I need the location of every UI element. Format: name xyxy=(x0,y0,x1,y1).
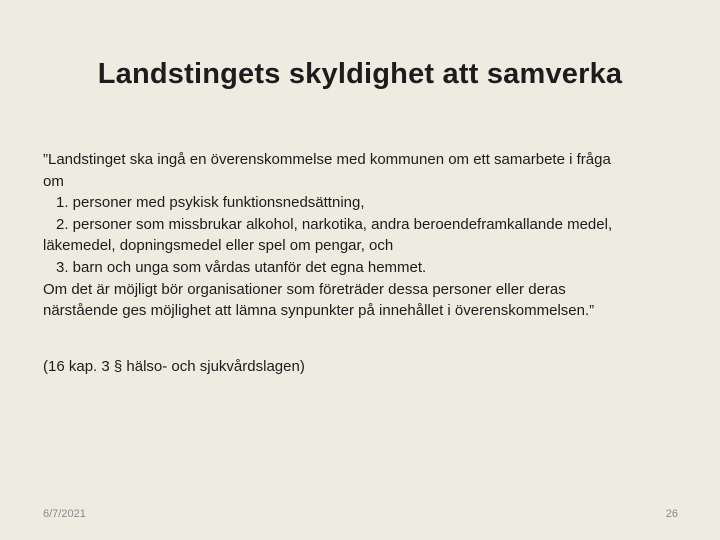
body-line: om xyxy=(43,172,64,190)
list-item-1: 1. personer med psykisk funktionsnedsättning, xyxy=(56,194,365,212)
body-line: läkemedel, dopningsmedel eller spel om pengar, och xyxy=(43,237,394,255)
body-line: ”Landstinget ska ingå en överenskommelse med kommunen om ett samarbete i fråga xyxy=(43,151,611,168)
list-item-3: 3. barn och unga som vårdas utanför det egna hemmet. xyxy=(56,258,427,276)
footer-date: 6/7/2021 xyxy=(43,508,86,520)
slide-title: Landstingets skyldighet att samverka xyxy=(97,58,623,90)
law-citation: (16 kap. 3 § hälso- och sjukvårdslagen) xyxy=(43,358,305,375)
quote-body xyxy=(43,149,683,322)
body-line: närstående ges möjlighet att lämna synpunkter på innehållet i överenskommelsen.” xyxy=(43,302,595,320)
page-number: 26 xyxy=(665,508,678,520)
body-line: Om det är möjligt bör organisationer som företräder dessa personer eller deras xyxy=(43,280,566,298)
list-item-2: 2. personer som missbrukar alkohol, narkotika, andra beroendeframkallande medel, xyxy=(56,215,613,233)
